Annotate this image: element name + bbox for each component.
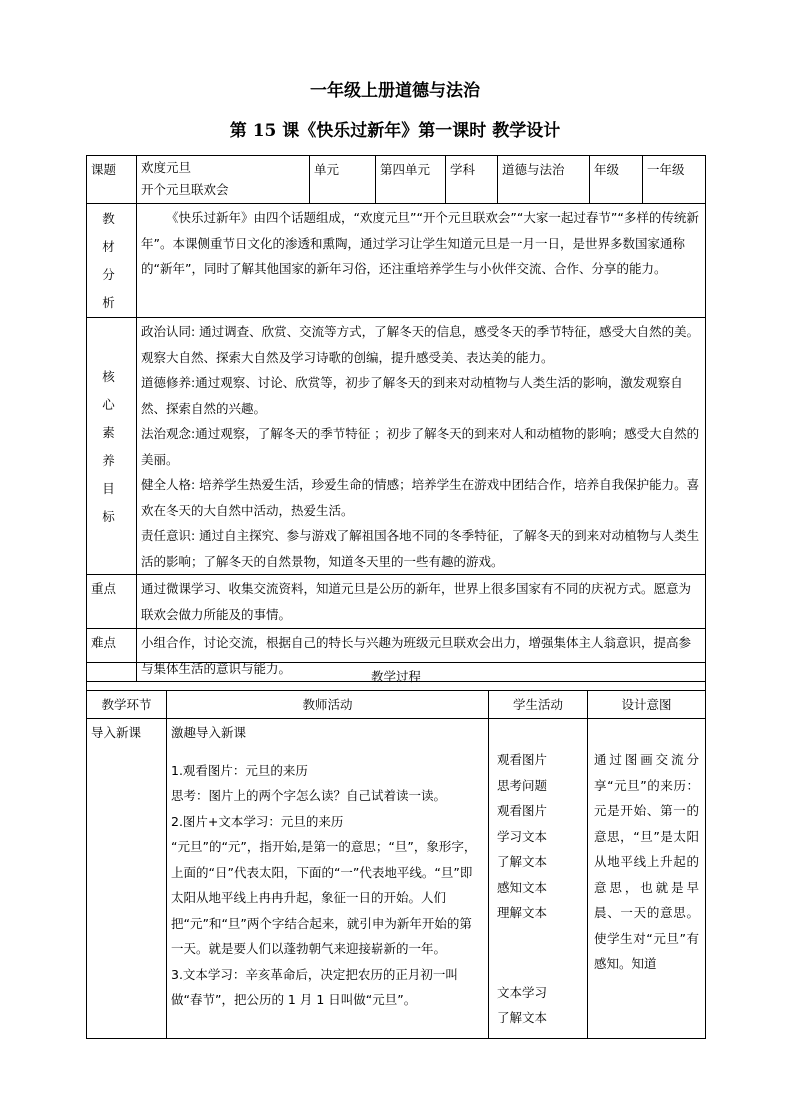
difficulties-label: 难点 [87,629,137,682]
student-line: 学习文本 [497,828,548,844]
lesson-value [137,156,310,204]
teacher-activity [167,719,489,1039]
subject-label: 学科 [446,156,498,204]
grade-label: 年级 [590,156,643,204]
student-line: 了解文本 [497,854,548,869]
key-points-label: 重点 [87,575,137,629]
lesson-title-line1: 欢度元旦 [141,160,192,175]
goals-text [137,318,706,575]
process-header-row [87,691,706,719]
design-intent [588,719,706,1039]
header-stage: 教学环节 [87,691,167,719]
lesson-label: 课题 [87,156,137,204]
key-points-row [87,575,706,629]
student-line: 文本学习 [497,984,548,1000]
student-line: 思考问题 [497,777,548,793]
analysis-row [87,204,706,318]
subject-value: 道德与法治 [498,156,590,204]
header-teacher: 教师活动 [167,691,489,719]
teacher-heading: 激趣导入新课 [171,725,247,740]
header-student: 学生活动 [489,691,588,719]
goal-personality: 健全人格: 培养学生热爱生活，珍爱生命的情感；培养学生在游戏中团结合作，培养自我保护能力。喜欢在冬天的大自然中活动，热爱生活。 [141,477,700,518]
intro-row [87,719,706,1039]
unit-label: 单元 [310,156,376,204]
student-line: 了解文本 [497,1010,548,1025]
student-line: 观看图片 [497,752,548,767]
stage-cell: 导入新课 [87,719,167,1039]
student-line: 理解文本 [497,905,548,920]
document-subtitle: 第 15 课《快乐过新年》第一课时 教学设计 [229,121,561,141]
design-intent-text: 通过图画交流分享“元旦”的来历：元是开始、第一的意思，“旦”是太阳从地平线上升起的意思，也就是早晨、一天的意思。使学生对“元旦”有感知。知道 [594,752,700,971]
lesson-title-line2: 开个元旦联欢会 [141,182,229,197]
key-points-text: 通过微课学习、收集交流资料，知道元旦是公历的新年，世界上很多国家有不同的庆祝方式。愿意为联欢会做力所能及的事情。 [137,575,706,629]
goal-responsibility: 责任意识: 通过自主探究、参与游戏了解祖国各地不同的冬季特征，了解冬天的到来对动植物与人类生活的影响；了解冬天的自然景物，知道冬天里的一些有趣的游戏。 [141,528,700,569]
header-intent: 设计意图 [588,691,706,719]
teacher-item2-title: 2.图片+文本学习：元旦的来历 [171,813,344,829]
teacher-item1-body: 思考：图片上的两个字怎么读？自己试着读一读。 [171,788,447,803]
teacher-item1-title: 1.观看图片：元旦的来历 [171,762,308,778]
goal-law: 法治观念:通过观察，了解冬天的季节特征 ；初步了解冬天的到来对人和动植物的影响；感受大自然的美丽。 [141,426,700,467]
unit-value: 第四单元 [376,156,446,204]
teaching-process-table [86,662,706,1039]
process-title-row [87,663,706,691]
process-title: 教学过程 [87,663,706,691]
lesson-info-table [86,155,706,682]
goal-political: 政治认同: 通过调查、欣赏、交流等方式，了解冬天的信息，感受冬天的季节特征，感受大自然的美。观察大自然、探索大自然及学习诗歌的创编，提升感受美、表达美的能力。 [141,324,700,365]
lesson-row [87,156,706,204]
student-line: 感知文本 [497,879,548,895]
goals-row [87,318,706,575]
difficulties-text: 小组合作，讨论交流，根据自己的特长与兴趣为班级元旦联欢会出力，增强集体主人翁意识，提高参与集体生活的意识与能力。 [137,629,706,682]
student-activity [489,719,588,1039]
student-line: 观看图片 [497,803,548,818]
document-title: 一年级上册道德与法治 [310,81,480,101]
goal-moral: 道德修养:通过观察、讨论、欣赏等，初步了解冬天的到来对动植物与人类生活的影响，激发观察自然、探索自然的兴趣。 [141,375,683,416]
goals-label: 核 心 素 养 目 标 [87,318,137,575]
analysis-label: 教 材 分 析 [87,204,137,318]
teacher-item3: 3.文本学习：辛亥革命后，决定把农历的正月初一叫做“春节”，把公历的 1 月 1 日叫做“元旦”。 [171,966,458,1007]
analysis-text: 《快乐过新年》由四个话题组成，“欢度元旦”“开个元旦联欢会”“大家一起过春节”“多样的传统新年”。本课侧重节日文化的渗透和熏陶，通过学习让学生知道元旦是一月一日，是世界多数国家通称的“新年”，同时了解其他国家的新年习俗，还注重培养学生与小伙伴交流、合作、分享的能力。 [137,204,706,318]
grade-value: 一年级 [643,156,706,204]
teacher-item2-body: “元旦”的“元”，指开始,是第一的意思；“旦”，象形字，上面的“日”代表太阳，下面的“一”代表地平线。“旦”即太阳从地平线上冉冉升起，象征一日的开始。人们把“元”和“旦”两个字结合起来，就引申为新年开始的第一天。就是要人们以蓬勃朝气来迎接崭新的一年。 [171,839,477,956]
